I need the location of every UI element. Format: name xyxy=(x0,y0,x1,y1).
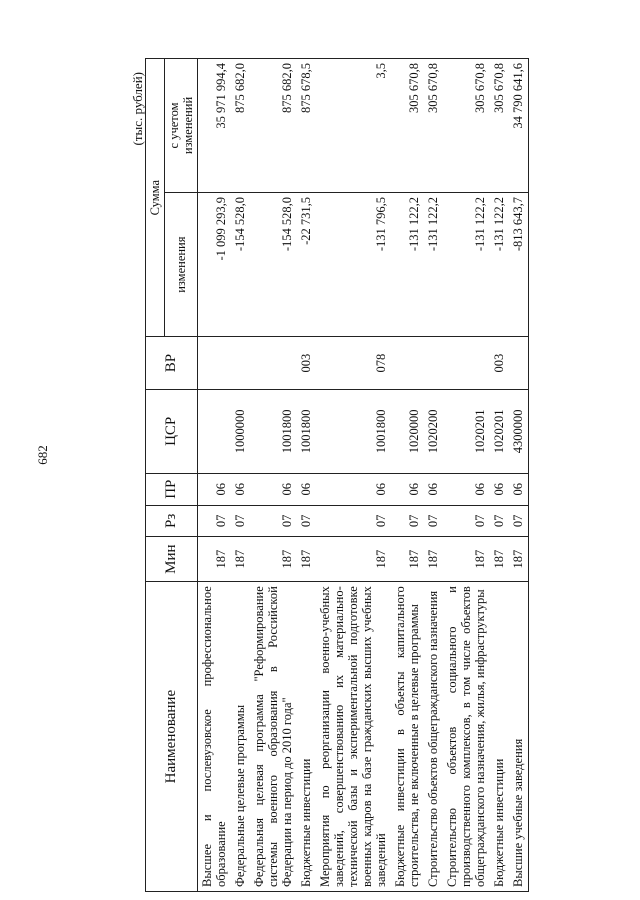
table-cell-rz: 07 xyxy=(198,505,232,537)
table-cell-rz: 07 xyxy=(391,505,424,537)
table-row xyxy=(490,59,509,892)
table-cell-pr: 06 xyxy=(509,473,529,505)
table-row xyxy=(231,59,250,892)
header-with-change-line2: изменений xyxy=(181,96,195,155)
table-cell-change: -131 122,2 xyxy=(490,192,509,336)
table-cell-csr: 1020000 xyxy=(391,389,424,473)
table-cell-min: 187 xyxy=(231,537,250,582)
table-row xyxy=(443,59,490,892)
table-cell-pr: 06 xyxy=(250,473,297,505)
header-vr: ВР xyxy=(146,337,198,390)
header-change: изменения xyxy=(165,192,198,336)
table-cell-change: -154 528,0 xyxy=(231,192,250,336)
table-cell-name: Бюджетные инвестиции в объекты капитального строительства, не включенные в целевые программы xyxy=(391,582,424,892)
table-cell-pr: 06 xyxy=(391,473,424,505)
table-cell-min: 187 xyxy=(424,537,443,582)
table-cell-rz: 07 xyxy=(316,505,391,537)
table-row xyxy=(250,59,297,892)
table-cell-name: Мероприятия по реорганизации военно-учебных заведений, совершенствованию их материально-технической базы и экспериментальной подготовке военных кадров на базе гражданских высших учебных заведений xyxy=(316,582,391,892)
table-cell-rz: 07 xyxy=(231,505,250,537)
table-cell-vr xyxy=(509,337,529,390)
table-cell-csr xyxy=(198,389,232,473)
table-cell-csr: 1001800 xyxy=(316,389,391,473)
table-cell-rz: 07 xyxy=(250,505,297,537)
table-cell-vr xyxy=(443,337,490,390)
table-cell-rz: 07 xyxy=(509,505,529,537)
table-cell-csr: 1020200 xyxy=(424,389,443,473)
table-cell-change: -22 731,5 xyxy=(297,192,316,336)
table-cell-total: 35 971 994,4 xyxy=(198,59,232,193)
table-row xyxy=(391,59,424,892)
table-cell-csr: 1020201 xyxy=(443,389,490,473)
table-cell-vr xyxy=(250,337,297,390)
rotated-page xyxy=(100,50,610,900)
table-cell-total: 875 682,0 xyxy=(250,59,297,193)
units-label: (тыс. рублей) xyxy=(130,72,145,146)
header-name: Наименование xyxy=(146,582,198,892)
budget-table xyxy=(145,58,529,892)
table-cell-change: -154 528,0 xyxy=(250,192,297,336)
table-cell-rz: 07 xyxy=(424,505,443,537)
table-cell-min: 187 xyxy=(297,537,316,582)
table-cell-vr xyxy=(424,337,443,390)
table-cell-min: 187 xyxy=(509,537,529,582)
header-min: Мин xyxy=(146,537,198,582)
table-cell-pr: 06 xyxy=(424,473,443,505)
table-cell-vr: 078 xyxy=(316,337,391,390)
table-cell-change: -813 643,7 xyxy=(509,192,529,336)
table-cell-name: Бюджетные инвестиции xyxy=(490,582,509,892)
table-cell-total: 305 670,8 xyxy=(391,59,424,193)
table-cell-csr: 1000000 xyxy=(231,389,250,473)
table-cell-pr: 06 xyxy=(443,473,490,505)
table-cell-csr: 1020201 xyxy=(490,389,509,473)
table-row xyxy=(316,59,391,892)
table-cell-rz: 07 xyxy=(297,505,316,537)
table-cell-min: 187 xyxy=(316,537,391,582)
table-cell-total: 34 790 641,6 xyxy=(509,59,529,193)
table-cell-name: Строительство объектов социального и производственного комплексов, в том числе объектов общегражданского назначения, жилья, инфраструктуры xyxy=(443,582,490,892)
table-cell-change: -1 099 293,9 xyxy=(198,192,232,336)
table-cell-vr xyxy=(198,337,232,390)
table-cell-name: Федеральные целевые программы xyxy=(231,582,250,892)
table-body xyxy=(198,59,529,892)
header-with-change-line1: с учетом xyxy=(167,102,181,149)
table-cell-total: 305 670,8 xyxy=(424,59,443,193)
table-cell-change: -131 122,2 xyxy=(424,192,443,336)
header-csr: ЦСР xyxy=(146,389,198,473)
table-cell-csr: 1001800 xyxy=(250,389,297,473)
table-cell-pr: 06 xyxy=(231,473,250,505)
table-cell-pr: 06 xyxy=(297,473,316,505)
table-row xyxy=(509,59,529,892)
table-cell-vr: 003 xyxy=(490,337,509,390)
header-rz: Рз xyxy=(146,505,198,537)
table-cell-min: 187 xyxy=(391,537,424,582)
table-cell-change: -131 122,2 xyxy=(443,192,490,336)
table-cell-vr xyxy=(391,337,424,390)
header-pr: ПР xyxy=(146,473,198,505)
table-cell-min: 187 xyxy=(490,537,509,582)
table-cell-change: -131 122,2 xyxy=(391,192,424,336)
table-row xyxy=(198,59,232,892)
table-cell-pr: 06 xyxy=(198,473,232,505)
table-cell-name: Высшие учебные заведения xyxy=(509,582,529,892)
table-cell-pr: 06 xyxy=(316,473,391,505)
table-cell-name: Высшее и послевузовское профессиональное образование xyxy=(198,582,232,892)
table-row xyxy=(424,59,443,892)
table-cell-rz: 07 xyxy=(443,505,490,537)
table-cell-rz: 07 xyxy=(490,505,509,537)
table-cell-total: 305 670,8 xyxy=(443,59,490,193)
page-number: 682 xyxy=(35,445,50,465)
table-cell-min: 187 xyxy=(250,537,297,582)
table-cell-name: Федеральная целевая программа "Реформирование системы военного образования в Российской Федерации на период до 2010 года" xyxy=(250,582,297,892)
table-cell-pr: 06 xyxy=(490,473,509,505)
header-sum: Сумма xyxy=(146,59,165,337)
table-cell-csr: 4300000 xyxy=(509,389,529,473)
table-cell-change: -131 796,5 xyxy=(316,192,391,336)
table-cell-name: Строительство объектов общегражданского назначения xyxy=(424,582,443,892)
table-cell-name: Бюджетные инвестиции xyxy=(297,582,316,892)
table-cell-vr: 003 xyxy=(297,337,316,390)
table-cell-min: 187 xyxy=(198,537,232,582)
table-cell-total: 875 678,5 xyxy=(297,59,316,193)
table-cell-total: 305 670,8 xyxy=(490,59,509,193)
table-cell-total: 3,5 xyxy=(316,59,391,193)
table-cell-min: 187 xyxy=(443,537,490,582)
table-cell-total: 875 682,0 xyxy=(231,59,250,193)
table-cell-vr xyxy=(231,337,250,390)
header-with-change xyxy=(165,59,198,193)
table-row xyxy=(297,59,316,892)
table-cell-csr: 1001800 xyxy=(297,389,316,473)
